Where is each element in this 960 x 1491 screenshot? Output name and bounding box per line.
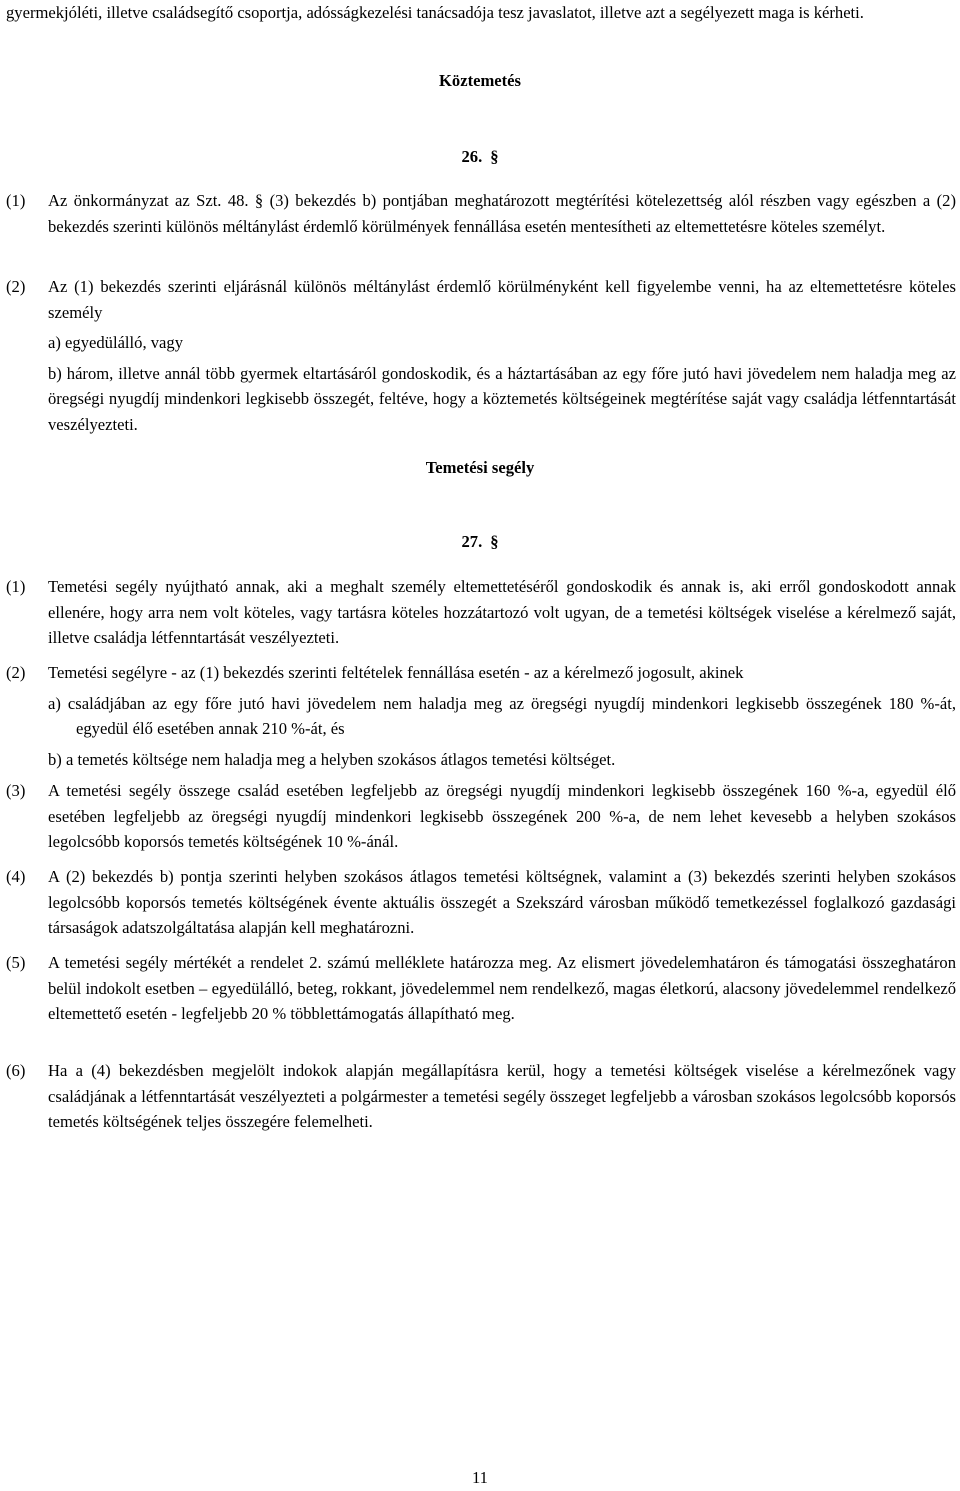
paragraph-27-2	[6, 660, 956, 772]
paragraph-text: Temetési segélyre - az (1) bekezdés szerinti feltételek fennállása esetén - az a kérelmező jogosult, akinek	[48, 663, 744, 682]
paragraph-text: A temetési segély mértékét a rendelet 2. számú melléklete határozza meg. Az elismert jövedelemhatáron és támogatási összeghatáron belül indokolt esetben – egyedülálló, beteg, rokkant, jövedelemmel nem rendelkező, magas életkorú, alacsony jövedelemmel rendelkező eltemettető esetén - legfeljebb 20 % többlettámogatás állapítható meg.	[48, 953, 956, 1023]
paragraph-26-2	[6, 274, 956, 437]
paragraph-text: A (2) bekezdés b) pontja szerinti helyben szokásos átlagos temetési költségnek, valamint a (3) bekezdés szerinti helyben szokásos legolcsóbb koporsós temetés költségének évente aktuális összegét a Szekszárd városban működő temetkezéssel foglalkozó gazdasági társaságok adatszolgáltatása alapján kell meghatározni.	[48, 867, 956, 937]
paragraph-text: Az önkormányzat az Szt. 48. § (3) bekezdés b) pontjában meghatározott megtérítési kötelezettség alól részben vagy egészben a (2) bekezdés szerinti különös méltánylást érdemlő körülmények fennállása esetén mentesítheti az eltemettetésre köteles személyt.	[48, 191, 956, 236]
paragraph-number: (4)	[6, 867, 26, 886]
section-number: 27.	[461, 532, 483, 551]
paragraph-text: Az (1) bekezdés szerinti eljárásnál különös méltánylást érdemlő körülményként kell figyelembe venni, ha az eltemettetésre köteles személy	[48, 277, 956, 322]
intro-paragraph	[6, 0, 956, 26]
section-number-26	[0, 144, 960, 170]
point-b: b) a temetés költsége nem haladja meg a helyben szokásos átlagos temetési költséget.	[48, 749, 616, 769]
section-number-27	[0, 529, 960, 555]
point-a: a) egyedülálló, vagy	[48, 333, 184, 352]
paragraph-26-1	[6, 188, 956, 239]
paragraph-number: (5)	[6, 953, 26, 972]
paragraph-sign: §	[490, 532, 499, 551]
paragraph-number: (1)	[6, 577, 26, 596]
point-b: b) három, illetve annál több gyermek eltartásáról gondoskodik, és a háztartásában az egy főre jutó havi jövedelem nem haladja meg az öregségi nyugdíj mindenkori legkisebb összegét, feltéve, hogy a köztemetés költségeinek megtérítése saját vagy családja létfenntartását veszélyezteti.	[48, 363, 956, 434]
section-heading-koztemetes: Köztemetés	[439, 71, 521, 90]
paragraph-27-6	[6, 1058, 956, 1135]
intro-text: gyermekjóléti, illetve családsegítő csoportja, adósságkezelési tanácsadója tesz javaslatot, illetve azt a segélyezett maga is kérheti.	[6, 3, 864, 22]
paragraph-text: Ha a (4) bekezdésben megjelölt indokok alapján megállapításra kerül, hogy a temetési költségek viselése a kérelmezőnek vagy családjának a létfenntartását veszélyezteti a polgármester a temetési segély összeget legfeljebb a városban szokásos legolcsóbb koporsós temetés költségének teljes összegére felemelheti.	[48, 1061, 956, 1131]
page-number: 11	[472, 1468, 488, 1487]
point-a: a) családjában az egy főre jutó havi jövedelem nem haladja meg az öregségi nyugdíj mindenkori legkisebb összegének 180 %-át, egyedül élő esetében annak 210 %-át, és	[48, 693, 956, 738]
paragraph-text: A temetési segély összege család esetében legfeljebb az öregségi nyugdíj mindenkori legkisebb összegének 160 %-a, egyedül élő esetében legfeljebb az öregségi nyugdíj mindenkori legkisebb összegének 200 %-a, de nem lehet kevesebb a helyben szokásos legolcsóbb koporsós temetés költségének 10 %-ánál.	[48, 781, 956, 851]
paragraph-27-1	[6, 574, 956, 651]
paragraph-sign: §	[490, 147, 499, 166]
paragraph-text: Temetési segély nyújtható annak, aki a meghalt személy eltemettetéséről gondoskodik és annak is, aki erről gondoskodott annak ellenére, hogy arra nem volt köteles, vagy tartásra köteles hozzátartozó volt ugyan, de a temetési költségek viselése a kérelmező saját, illetve családja létfenntartását veszélyezteti.	[48, 577, 956, 647]
section-number: 26.	[461, 147, 483, 166]
paragraph-number: (1)	[6, 191, 26, 210]
paragraph-number: (2)	[6, 663, 26, 682]
section-heading-temetesi-segely: Temetési segély	[425, 458, 535, 477]
paragraph-number: (3)	[6, 781, 26, 800]
paragraph-27-4	[6, 864, 956, 941]
paragraph-27-3	[6, 778, 956, 855]
paragraph-number: (6)	[6, 1061, 26, 1080]
paragraph-27-5	[6, 950, 956, 1027]
paragraph-number: (2)	[6, 277, 26, 296]
